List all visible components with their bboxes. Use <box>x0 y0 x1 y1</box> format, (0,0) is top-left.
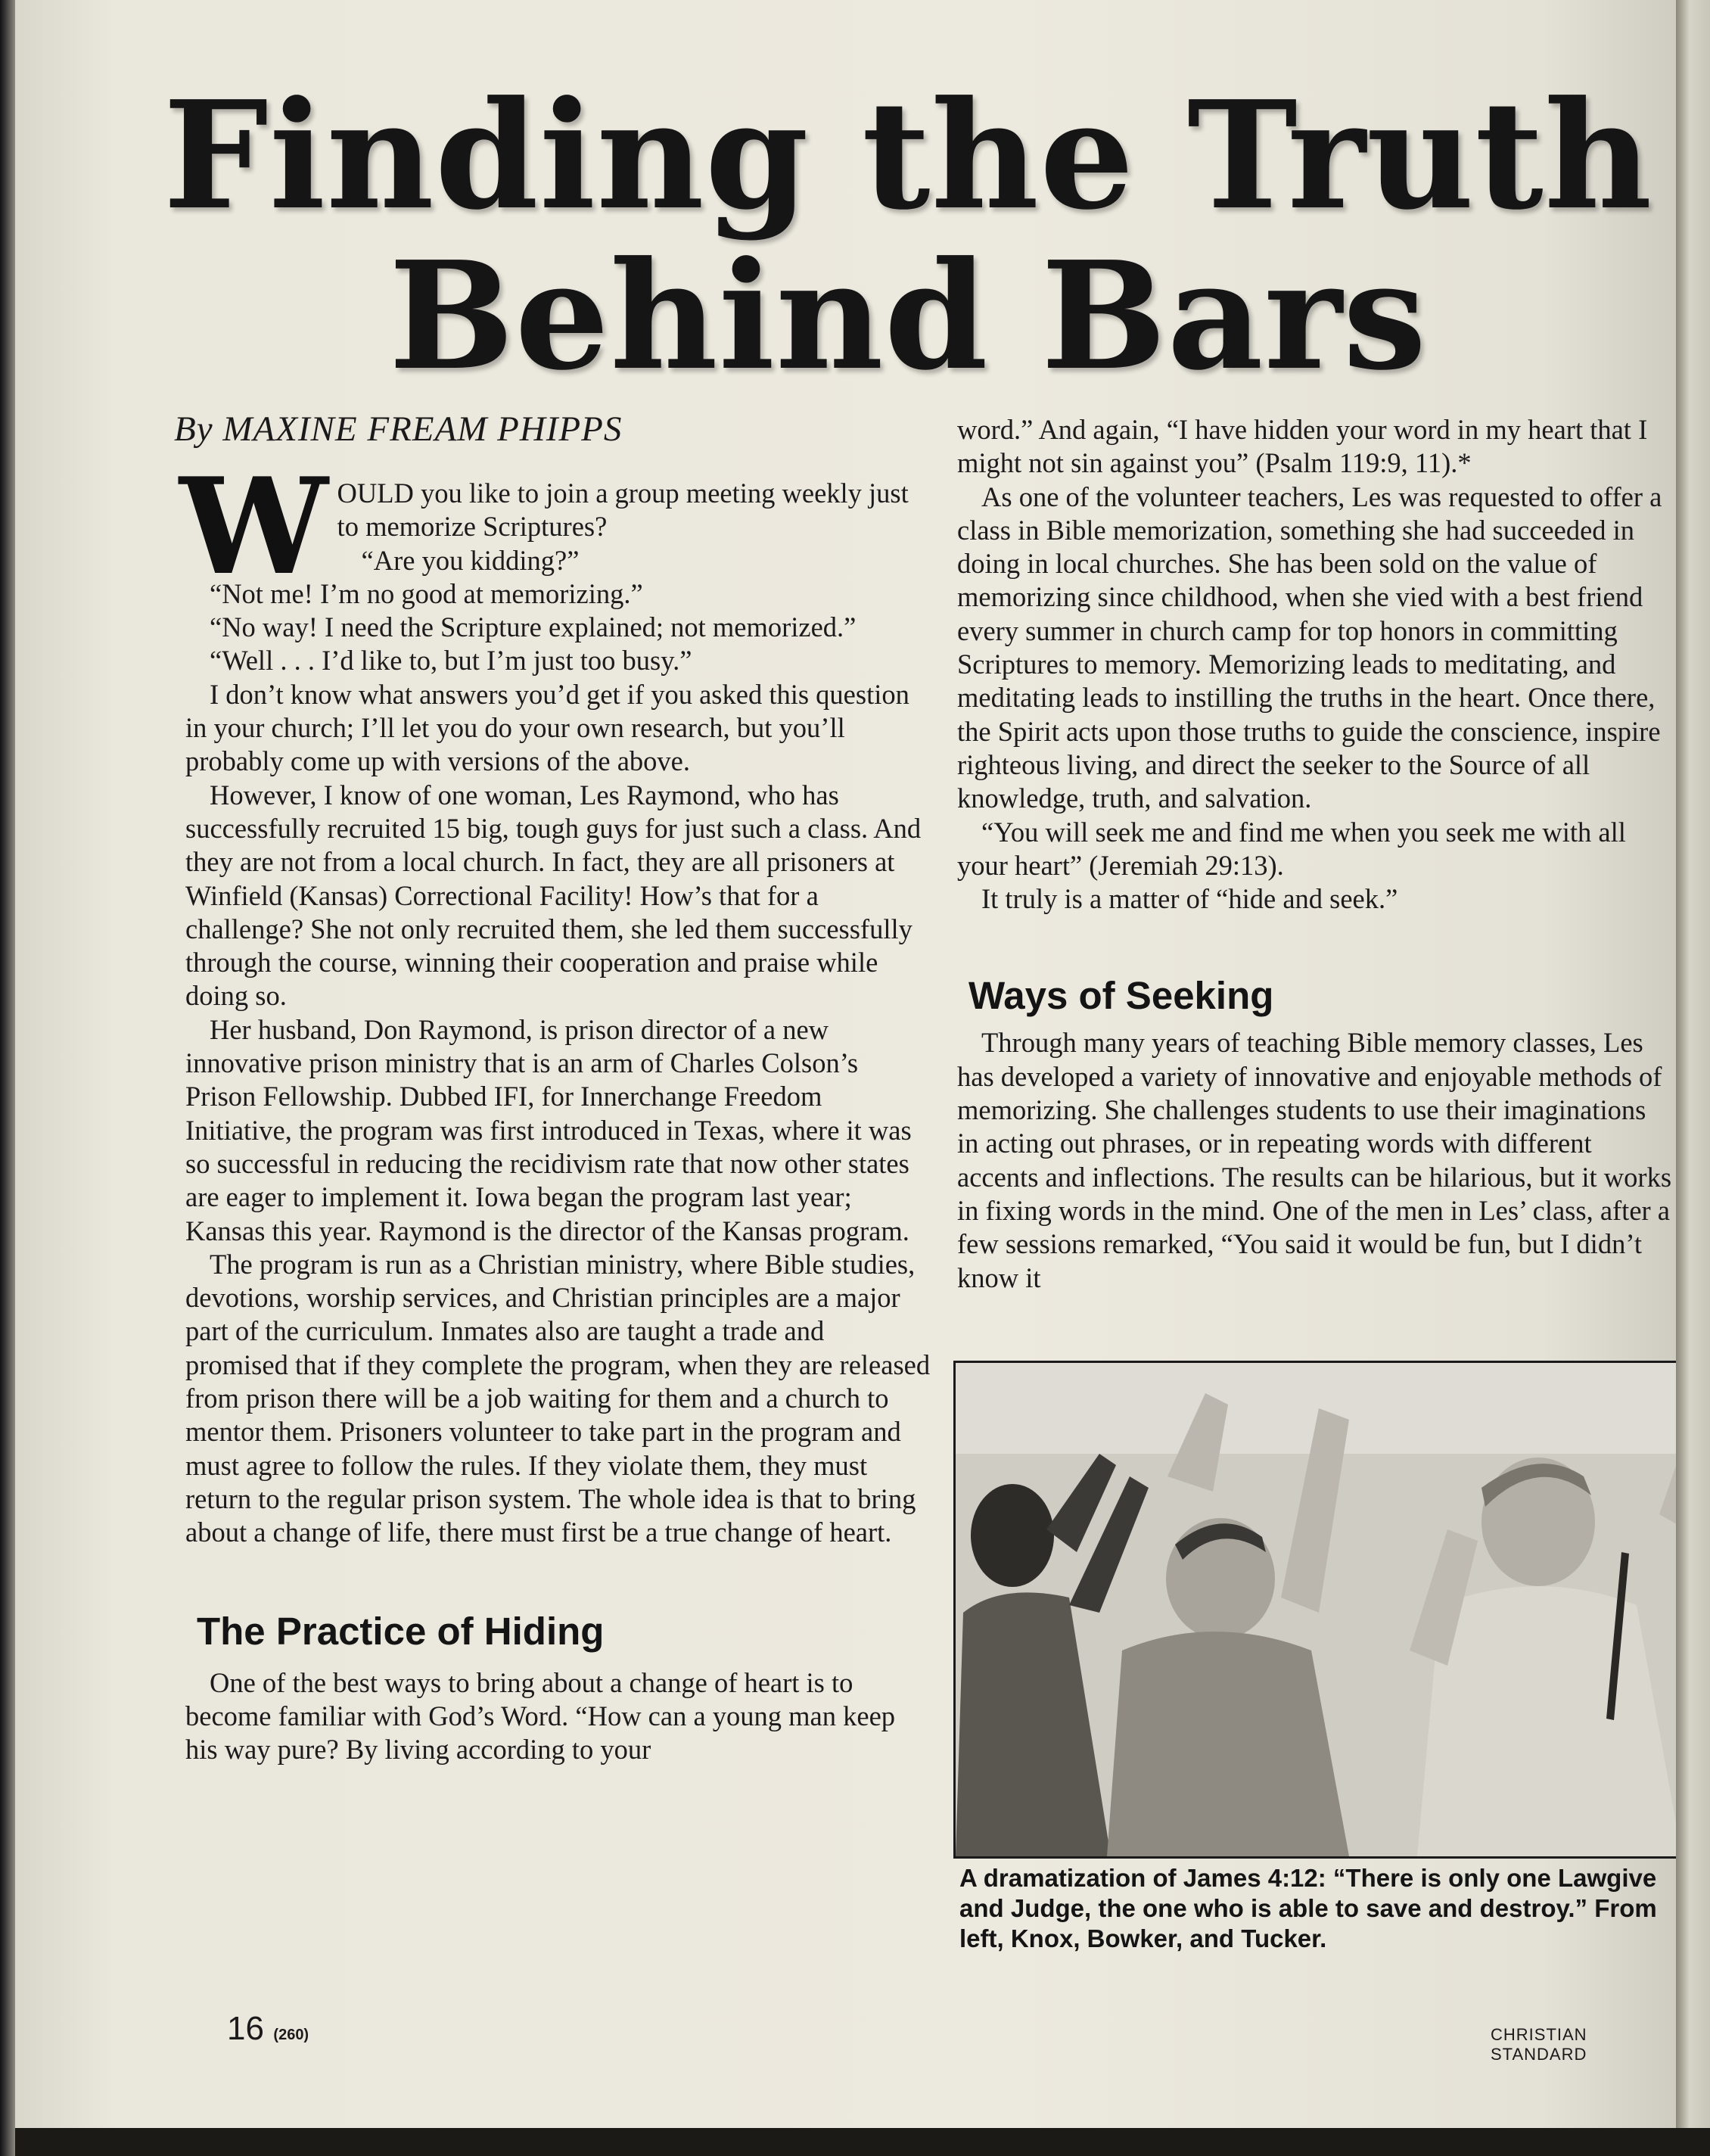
byline <box>174 409 855 450</box>
paragraph: “No way! I need the Scripture explained; not memorized.” <box>210 611 857 643</box>
page-number: 16 <box>227 2010 264 2047</box>
next-page-edge <box>1676 0 1710 2128</box>
paragraph: I don’t know what answers you’d get if you asked this question in your church; I’ll let you do your own research, but you’ll probably come up with versions of the above. <box>185 678 909 777</box>
dramatization-photo <box>953 1361 1710 1859</box>
paragraph: Through many years of teaching Bible memory classes, Les has developed a variety of innovative and enjoyable methods of memorizing. She challenges students to use their imaginations in acting out phrases, or in repeating words with different accents and inflections. The results can be hilarious, but it works in fixing words in the mind. One of the men in Les’ class, after a few sessions remarked, “You said it would be fun, but I didn’t know it <box>957 1027 1672 1293</box>
paragraph: word.” And again, “I have hidden your word in my heart that I might not sin against you” (Psalm 119:9, 11).* <box>957 414 1648 479</box>
binding-spine <box>0 0 15 2156</box>
paragraph: “You will seek me and find me when you seek me with all your heart” (Jeremiah 29:13). <box>957 816 1626 881</box>
paragraph: One of the best ways to bring about a change of heart is to become familiar with God’s Word. “How can a young man keep his way pure? By living according to your <box>185 1666 896 1766</box>
photo-caption: A dramatization of James 4:12: “There is only one Lawgive and Judge, the one who is able to save and destroy.” From left, Knox, Bowker, and Tucker. <box>959 1864 1657 1952</box>
paragraph: As one of the volunteer teachers, Les was requested to offer a class in Bible memorization, something she had succeeded in doing in local churches. She has been sold on the value of memorizing since childhood, when she vied with a best friend every summer in church camp for top honors in committing Scriptures to memory. Memorizing leads to meditating, and meditating leads to instilling the truths in the heart. Once there, the Spirit acts upon those truths to guide the conscience, inspire righteous living, and direct the seeker to the Source of all knowledge, truth, and salvation. <box>957 481 1662 814</box>
section-heading: The Practice of Hiding <box>197 1609 605 1653</box>
title-line-2: Behind Bars <box>388 229 1428 403</box>
paragraph: The program is run as a Christian ministry, where Bible studies, devotions, worship services, and Christian principles are a major part of the curriculum. Inmates also are taught a trade and promised that if they complete the program, when they are released from prison there will be a job waiting for them and a church to mentor them. Prisoners volunteer to take part in the program and must agree to follow the rules. If they violate them, they must return to the regular prison system. The whole idea is that to bring about a change of life, there must first be a true change of heart. <box>185 1248 931 1548</box>
paragraph: “Are you kidding?” <box>361 544 580 576</box>
magazine-name: CHRISTIAN STANDARD <box>1491 2025 1587 2064</box>
page-folio <box>227 2010 309 2048</box>
byline-prefix: By <box>174 409 213 449</box>
section-heading: Ways of Seeking <box>968 974 1274 1018</box>
author-name: MAXINE FREAM PHIPPS <box>222 409 623 449</box>
photo-illustration <box>956 1363 1710 1856</box>
paragraph: “Well . . . I’d like to, but I’m just too busy.” <box>210 645 692 677</box>
paragraph: It truly is a matter of “hide and seek.” <box>981 883 1398 915</box>
page-sub-number: (260) <box>273 2027 309 2043</box>
left-column <box>179 450 931 1766</box>
right-column <box>957 413 1672 1295</box>
paragraph: However, I know of one woman, Les Raymond, who has successfully recruited 15 big, tough guys for just such a class. And they are not from a local church. In fact, they are all prisoners at Winfield (Kansas) Correctional Facility! How’s that for a challenge? She not only recruited them, she led them successfully through the course, winning their cooperation and praise while doing so. <box>185 779 922 1012</box>
paragraph: Her husband, Don Raymond, is prison director of a new innovative prison ministry that is an arm of Charles Colson’s Prison Fellowship. Dubbed IFI, for Innerchange Freedom Initiative, the program was first introduced in Texas, where it was so successful in reducing the recidivism rate that now other states are eager to implement it. Iowa began the program last year; Kansas this year. Raymond is the director of the Kansas program. <box>185 1013 912 1246</box>
paragraph: “Not me! I’m no good at memorizing.” <box>210 577 643 609</box>
magazine-page <box>15 0 1676 2128</box>
article-title <box>15 69 1710 403</box>
drop-cap: W <box>179 450 328 605</box>
title-line-1: Finding the Truth <box>163 69 1653 243</box>
paragraph: OULD you like to join a group meeting weekly just to memorize Scriptures? <box>337 478 909 543</box>
